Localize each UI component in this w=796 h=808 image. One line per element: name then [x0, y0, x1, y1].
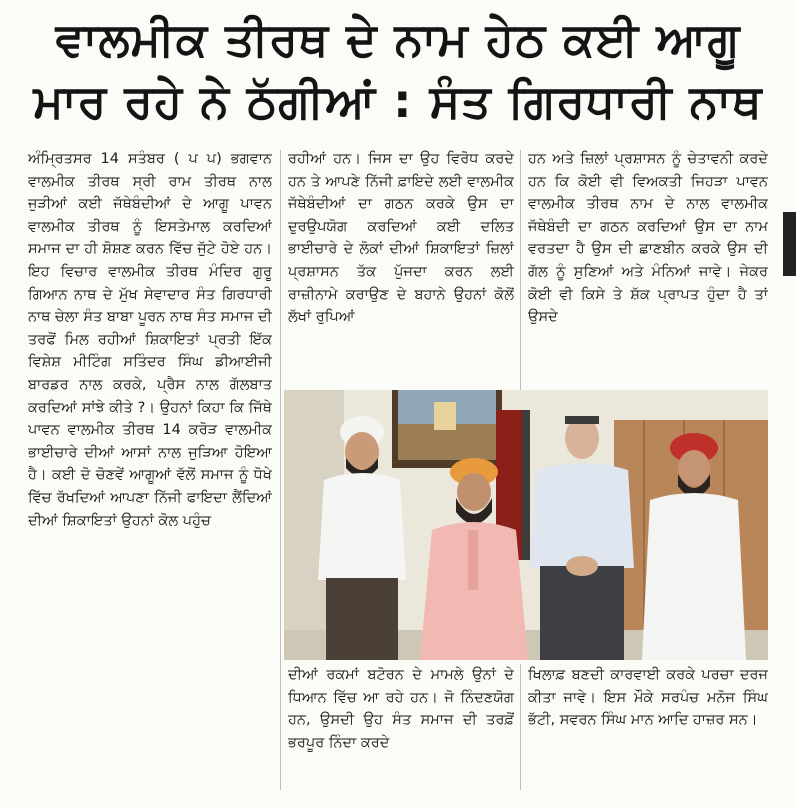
article-column-3-bottom: ਖਿਲਾਫ਼ ਬਣਦੀ ਕਾਰਵਾਈ ਕਰਕੇ ਪਰਚਾ ਦਰਜ ਕੀਤਾ ਜਾਵੇ। ਇਸ ਮੌਕੇ ਸਰਪੰਚ ਮਨੋਜ ਸਿੰਘ ਭੱਟੀ, ਸਵਰਨ ਸਿੰਘ ਮਾਨ ਆਦਿ ਹਾਜ਼ਰ ਸਨ। — [528, 667, 768, 729]
news-photo — [284, 390, 768, 660]
column-divider — [520, 150, 521, 390]
headline-line-1: ਵਾਲਮੀਕ ਤੀਰਥ ਦੇ ਨਾਮ ਹੇਠ ਕਈ ਆਗੂ — [55, 12, 741, 66]
page-edge-marker — [783, 212, 796, 276]
article-column-2-bottom: ਦੀਆਂ ਰਕਮਾਂ ਬਟੋਰਨ ਦੇ ਮਾਮਲੇ ਉਨਾਂ ਦੇ ਧਿਆਨ ਵਿੱਚ ਆ ਰਹੇ ਹਨ। ਜੋ ਨਿੰਦਣਯੋਗ ਹਨ, ਉਸਦੀ ਉਹ ਸੰਤ ਸਮਾਜ ਦੀ ਤਰਫ਼ੋਂ ਭਰਪੂਰ ਨਿੰਦਾ ਕਰਦੇ — [288, 667, 514, 751]
headline-line-2: ਮਾਰ ਰਹੇ ਨੇ ਠੱਗੀਆਂ : ਸੰਤ ਗਿਰਧਾਰੀ ਨਾਥ — [33, 74, 763, 128]
article-column-1: ਅੰਮ੍ਰਿਤਸਰ 14 ਸਤੰਬਰ ( ਪ ਪ) ਭਗਵਾਨ ਵਾਲਮੀਕ ਤੀਰਥ ਸ੍ਰੀ ਰਾਮ ਤੀਰਥ ਨਾਲ ਜੁੜੀਆਂ ਕਈ ਜੱਥੇਬੰਦੀਆਂ ਦੇ ਆਗੂ ਪਾਵਨ ਵਾਲਮੀਕ ਤੀਰਥ ਨੂੰ ਇਸਤੇਮਾਲ ਕਰਦਿਆਂ ਸਮਾਜ ਦਾ ਹੀ ਸ਼ੋਸ਼ਣ ਕਰਨ ਵਿੱਚ ਜੁੱਟੇ ਹੋਏ ਹਨ। ਇਹ ਵਿਚਾਰ ਵਾਲਮੀਕ ਤੀਰਥ ਮੰਦਿਰ ਗੁਰੂ ਗਿਆਨ ਨਾਥ ਦੇ ਮੁੱਖ ਸੇਵਾਦਾਰ ਸੰਤ ਗਿਰਧਾਰੀ ਨਾਥ ਚੇਲਾ ਸੰਤ ਬਾਬਾ ਪੂਰਨ ਨਾਥ ਸੰਤ ਸਮਾਜ ਦੀ ਤਰਫੋਂ ਮਿਲ ਰਹੀਆਂ ਸ਼ਿਕਾਇਤਾਂ ਪ੍ਰਤੀ ਇੱਕ ਵਿਸ਼ੇਸ਼ ਮੀਟਿੰਗ ਸਤਿੰਦਰ ਸਿੰਘ ਡੀਆਈਜੀ ਬਾਰਡਰ ਨਾਲ ਕਰਕੇ, ਪ੍ਰੈਸ ਨਾਲ ਗੱਲਬਾਤ ਕਰਦਿਆਂ ਸਾਂਝੇ ਕੀਤੇ ?। ਉਹਨਾਂ ਕਿਹਾ ਕਿ ਜਿੱਥੇ ਪਾਵਨ ਵਾਲਮੀਕ ਤੀਰਥ 14 ਕਰੋੜ ਵਾਲਮੀਕ ਭਾਈਚਾਰੇ ਦੀਆਂ ਆਸਾਂ ਨਾਲ ਜੁੜਿਆ ਹੋਇਆ ਹੈ। ਕਈ ਦੋ ਚੋਣਵੇਂ ਆਗੂਆਂ ਵੱਲੋਂ ਸਮਾਜ ਨੂੰ ਧੋਖੇ ਵਿੱਚ ਰੱਖਦਿਆਂ ਆਪਣਾ ਨਿੱਜੀ ਫਾਇਦਾ ਲੈਂਦਿਆਂ ਦੀਆਂ ਸ਼ਿਕਾਇਤਾਂ ਉਹਨਾਂ ਕੋਲ ਪਹੁੰਚ — [28, 151, 272, 529]
group-photo-illustration — [284, 390, 768, 660]
article-column-2-top: ਰਹੀਆਂ ਹਨ। ਜਿਸ ਦਾ ਉਹ ਵਿਰੋਧ ਕਰਦੇ ਹਨ ਤੇ ਆਪਣੇ ਨਿੱਜੀ ਫ਼ਾਇਦੇ ਲਈ ਵਾਲਮੀਕ ਜੱਥੇਬੰਦੀਆਂ ਦਾ ਗਠਨ ਕਰਕੇ ਉਸ ਦਾ ਦੁਰਉਪਯੋਗ ਕਰਦਿਆਂ ਕਈ ਦਲਿਤ ਭਾਈਚਾਰੇ ਦੇ ਲੋਕਾਂ ਦੀਆਂ ਸ਼ਿਕਾਇਤਾਂ ਜ਼ਿਲਾਂ ਪ੍ਰਸ਼ਾਸਨ ਤੱਕ ਪੁੱਜਦਾ ਕਰਨ ਲਈ ਰਾਜ਼ੀਨਾਮੇ ਕਰਾਉਣ ਦੇ ਬਹਾਨੇ ਉਹਨਾਂ ਕੋਲੋਂ ਲੱਖਾਂ ਰੁਪਿਆਂ — [288, 151, 514, 326]
article-column-3-top: ਹਨ ਅਤੇ ਜ਼ਿਲਾਂ ਪ੍ਰਸ਼ਾਸਨ ਨੂੰ ਚੇਤਾਵਨੀ ਕਰਦੇ ਹਨ ਕਿ ਕੋਈ ਵੀ ਵਿਅਕਤੀ ਜਿਹੜਾ ਪਾਵਨ ਵਾਲਮੀਕ ਤੀਰਥ ਨਾਮ ਦੇ ਨਾਲ ਵਾਲਮੀਕ ਜੱਥੇਬੰਦੀ ਦਾ ਗਠਨ ਕਰਦਿਆਂ ਉਸ ਦਾ ਨਾਮ ਵਰਤਦਾ ਹੈ ਉਸ ਦੀ ਛਾਣਬੀਨ ਕਰਕੇ ਉਸ ਦੀ ਗੱਲ ਨੂੰ ਸੁਣਿਆਂ ਅਤੇ ਮੰਨਿਆਂ ਜਾਵੇ। ਜੇਕਰ ਕੋਈ ਵੀ ਕਿਸੇ ਤੇ ਸ਼ੱਕ ਪ੍ਰਾਪਤ ਹੁੰਦਾ ਹੈ ਤਾਂ ਉਸਦੇ — [528, 151, 768, 326]
column-divider — [280, 150, 281, 790]
column-divider — [520, 664, 521, 790]
